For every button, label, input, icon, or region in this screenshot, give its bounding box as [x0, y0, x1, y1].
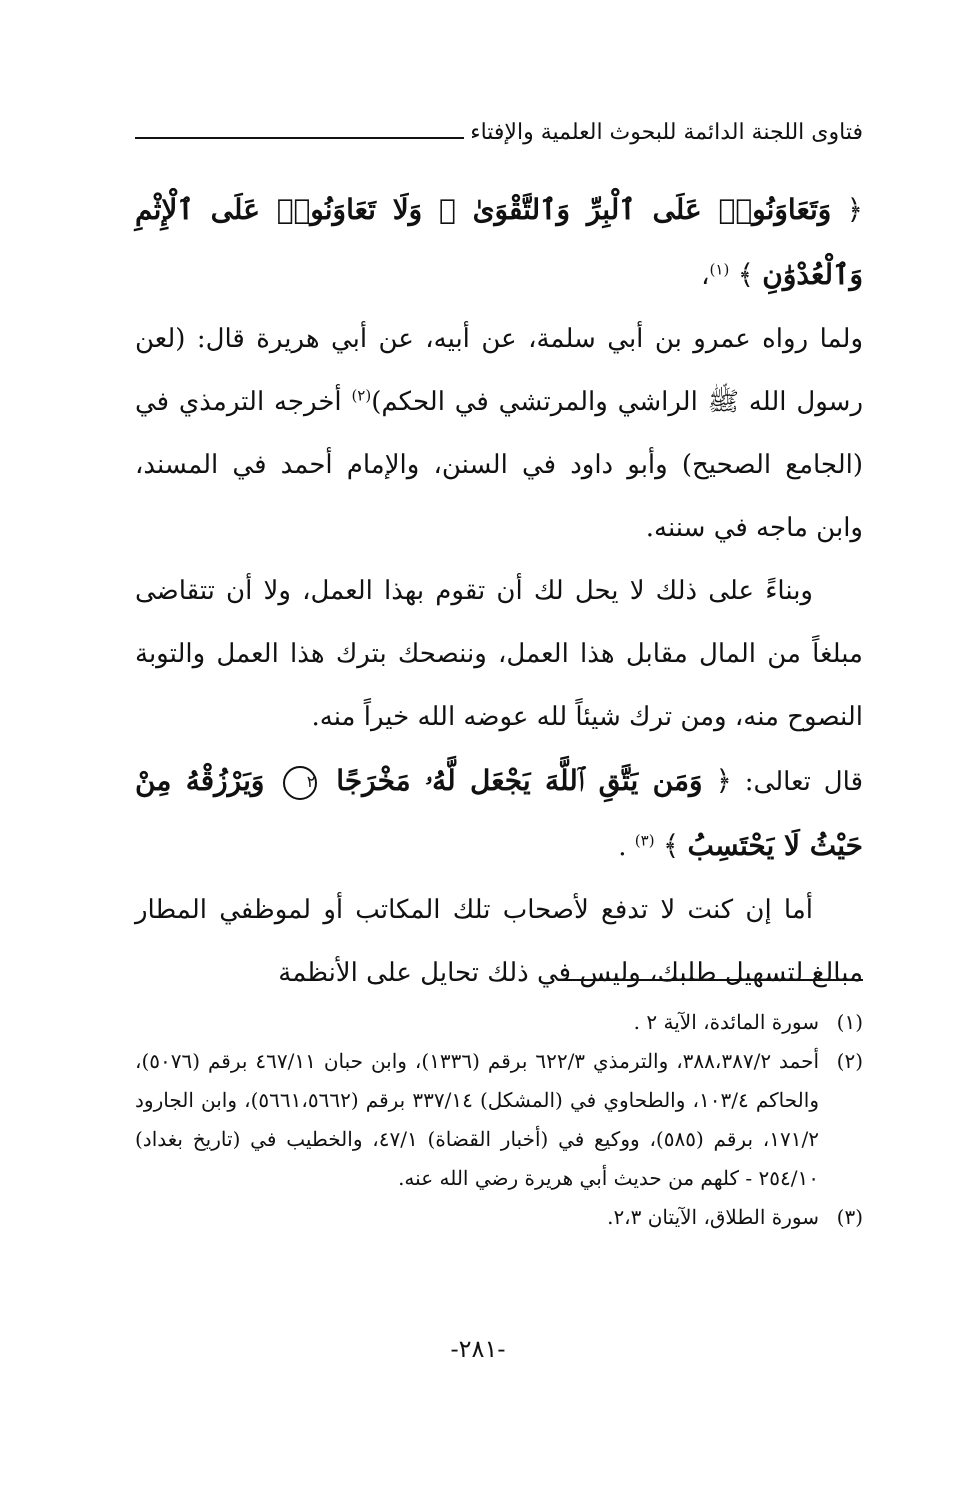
hadith-source: أخرجه الترمذي في (الجامع الصحيح) وأبو داود في السنن، والإمام أحمد في المسند، وابن ماجه في سننه.	[135, 387, 863, 543]
quran-verse-2-part-1: وَمَن يَتَّقِ ٱللَّهَ يَجْعَل لَّهُۥ مَخْرَجًا	[336, 764, 703, 797]
footnote-ref-3: (٣)	[634, 831, 655, 850]
page-header	[135, 112, 863, 152]
footnote-separator	[563, 979, 863, 981]
hadith-text: ولما رواه عمرو بن أبي سلمة، عن أبيه، عن أبي هريرة قال: (لعن رسول الله ﷺ الراشي والمرتشي في الحكم)	[135, 324, 863, 417]
paragraph-offices: أما إن كنت لا تدفع لأصحاب تلك المكاتب أو لموظفي المطار مبالغ لتسهيل طلبك، وليس في ذلك تحايل على الأنظمة	[135, 895, 863, 988]
main-text	[135, 178, 863, 1005]
footnote-number: (١)	[836, 1010, 863, 1034]
paragraph-verse-2	[135, 749, 863, 879]
footnote-2	[135, 1042, 863, 1198]
page-number: -٢٨١-	[450, 1335, 506, 1363]
verse-1-line	[135, 178, 863, 308]
footnote-text: أحمد ٣٨٨،٣٨٧/٢، والترمذي ٦٢٢/٣ برقم (١٣٣٦)، وابن حبان ٤٦٧/١١ برقم (٥٠٧٦)، والحاكم ١٠٣/٤، والطحاوي في (المشكل) ٣٣٧/١٤ برقم (٥٦٦١،٥٦٦٢)، وابن الجارود ١٧١/٢، برقم (٥٨٥)، ووكيع في (أخبار القضاة) ٤٧/١، والخطيب في (تاريخ بغداد) ٢٥٤/١٠ - كلهم من حديث أبي هريرة رضي الله عنه.	[135, 1049, 819, 1190]
footnotes	[135, 1003, 863, 1237]
paragraph-hadith	[135, 308, 863, 560]
verse-number-mark: ٢	[283, 766, 317, 800]
footnote-3	[135, 1198, 863, 1237]
footnote-ref-1: (١)	[709, 260, 730, 279]
header-rule	[135, 137, 464, 139]
footnote-1	[135, 1003, 863, 1042]
footnote-text: سورة الطلاق، الآيتان ٢،٣.	[607, 1205, 819, 1229]
verse-2-tail: .	[618, 832, 627, 862]
quran-close-brace: ﴾	[737, 258, 754, 291]
quran-open-brace: ﴿	[846, 193, 864, 226]
running-title: فتاوى اللجنة الدائمة للبحوث العلمية والإفتاء	[470, 119, 863, 145]
verse-1-tail: ،	[701, 261, 710, 291]
quran-verse-1: وَتَعَاوَنُوا۟ عَلَى ٱلْبِرِّ وَٱلتَّقْوَىٰ ۖ وَلَا تَعَاوَنُوا۟ عَلَى ٱلْإِثْمِ وَٱلْعُدْوَٰنِ	[135, 193, 863, 291]
footnote-text: سورة المائدة، الآية ٢ .	[633, 1010, 819, 1034]
quran-verse-2-part-2: وَيَرْزُقْهُ مِنْ حَيْثُ لَا يَحْتَسِبُ	[135, 764, 863, 862]
footnote-number: (٣)	[836, 1205, 863, 1229]
quran-open-brace-2: ﴿	[715, 764, 732, 797]
quran-close-brace-2: ﴾	[662, 829, 680, 862]
verse-2-intro: قال تعالى:	[731, 767, 864, 797]
footnote-ref-2: (٢)	[351, 386, 372, 405]
footnote-number: (٢)	[836, 1049, 863, 1073]
paragraph-ruling: وبناءً على ذلك لا يحل لك أن تقوم بهذا العمل، ولا أن تتقاضى مبلغاً من المال مقابل هذا العمل، وننصحك بترك هذا العمل والتوبة النصوح منه، ومن ترك شيئاً لله عوضه الله خيراً منه.	[135, 576, 863, 732]
